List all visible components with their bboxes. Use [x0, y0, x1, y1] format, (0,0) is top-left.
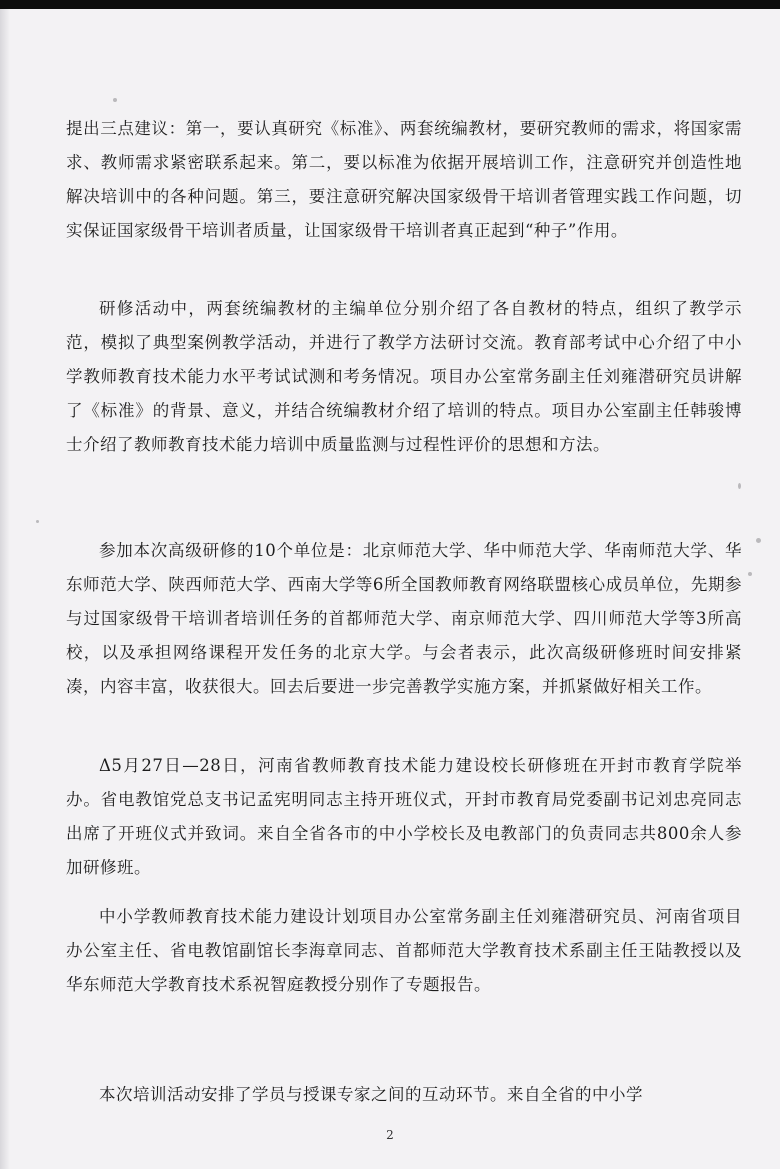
scan-speck	[36, 520, 39, 523]
paragraph-interaction: 本次培训活动安排了学员与授课专家之间的互动环节。来自全省的中小学	[99, 1085, 643, 1104]
page-number: 2	[386, 1128, 394, 1142]
paragraph-suggestions: 提出三点建议：第一，要认真研究《标准》、两套统编教材，要研究教师的需求，将国家需求、教师需求紧密联系起来。第二，要以标准为依据开展培训工作，注意研究并创造性地解决培训中的各种问题。第三，要注意研究解决国家级骨干培训者管理实践工作问题，切实保证国家级骨干培训者质量，让国家级骨干培训者真正起到“种子”作用。	[66, 119, 742, 240]
paragraph-participating-units: 参加本次高级研修的10个单位是：北京师范大学、华中师范大学、华南师范大学、华东师范大学、陕西师范大学、西南大学等6所全国教师教育网络联盟核心成员单位，先期参与过国家级骨干培训者培训任务的首都师范大学、南京师范大学、四川师范大学等3所高校，以及承担网络课程开发任务的北京大学。与会者表示，此次高级研修班时间安排紧凑，内容丰富，收获很大。回去后要进一步完善教学实施方案，并抓紧做好相关工作。	[66, 541, 742, 696]
scan-speck	[748, 572, 752, 576]
paragraph-special-reports: 中小学教师教育技术能力建设计划项目办公室常务副主任刘雍潜研究员、河南省项目办公室主任、省电教馆副馆长李海章同志、首都师范大学教育技术系副主任王陆教授以及华东师范大学教育技术系祝智庭教授分别作了专题报告。	[66, 907, 742, 994]
scan-speck	[738, 483, 741, 489]
scan-speck	[113, 98, 117, 102]
paragraph-henan-workshop: Δ5月27日—28日，河南省教师教育技术能力建设校长研修班在开封市教育学院举办。省电教馆党总支书记孟宪明同志主持开班仪式，开封市教育局党委副书记刘忠亮同志出席了开班仪式并致词。来自全省各市的中小学校长及电教部门的负责同志共800余人参加研修班。	[66, 756, 742, 877]
paragraph-training-activities: 研修活动中，两套统编教材的主编单位分别介绍了各自教材的特点，组织了教学示范，模拟了典型案例教学活动，并进行了教学方法研讨交流。教育部考试中心介绍了中小学教师教育技术能力水平考试试测和考务情况。项目办公室常务副主任刘雍潜研究员讲解了《标准》的背景、意义，并结合统编教材介绍了培训的特点。项目办公室副主任韩骏博士介绍了教师教育技术能力培训中质量监测与过程性评价的思想和方法。	[66, 299, 742, 454]
scan-speck	[756, 538, 761, 543]
